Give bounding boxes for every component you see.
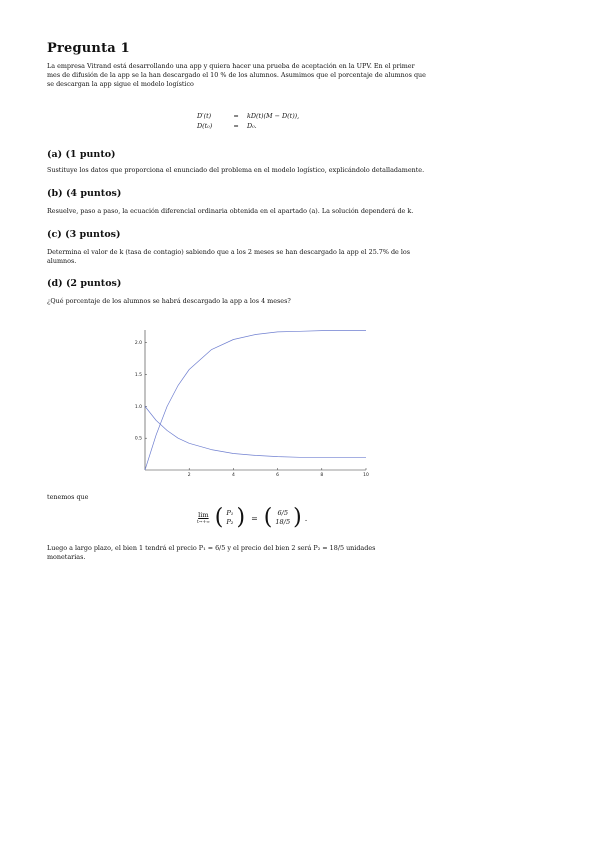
vector-entry: P₂	[226, 518, 234, 526]
x-tick-label: 2	[187, 473, 191, 478]
limit-label: lim	[198, 511, 209, 519]
y-tick-label: 0.5	[134, 436, 142, 442]
limit-expression	[197, 507, 307, 529]
equation-row	[197, 121, 299, 131]
section-line: ¿Qué porcentaje de los alumnos se habrá descargado la app a los 4 meses?	[47, 297, 291, 305]
plot-series	[145, 331, 366, 470]
equation-lhs: D′(t)	[197, 112, 212, 120]
intro-line: La empresa Vitrand está desarrollando una app y quiera hacer una prueba de aceptación en la UPV. En el primer	[47, 62, 415, 70]
page-title: Pregunta 1	[47, 41, 130, 56]
equation-op: =	[233, 112, 239, 120]
section-heading-a: (a) (1 punto)	[47, 149, 116, 160]
conclusion-paragraph	[47, 544, 459, 562]
series-line	[145, 331, 366, 470]
period: .	[304, 513, 308, 523]
section-line: alumnos.	[47, 257, 77, 265]
section-text-d	[47, 297, 459, 306]
conclusion-line: Luego a largo plazo, el bien 1 tendrá el precio P₁ = 6/5 y el precio del bien 2 será P₂ = 18/5 unidades	[47, 544, 376, 552]
series-line	[145, 406, 366, 457]
vector-entry: P₁	[226, 509, 234, 517]
tenemos-text: tenemos que	[47, 493, 89, 501]
equation-op: =	[233, 122, 239, 130]
left-paren: (	[263, 505, 273, 530]
conclusion-line: monetarias.	[47, 553, 86, 561]
equation-rhs: D₀.	[247, 122, 257, 130]
intro-line: mes de difusión de la app se la han descargado el 10 % de los alumnos. Asumimos que el porcentaje de alumnos que	[47, 71, 426, 79]
vector-entry: 18/5	[275, 518, 291, 526]
section-text-a	[47, 166, 459, 175]
right-paren: )	[236, 505, 246, 530]
section-heading-d: (d) (2 puntos)	[47, 278, 122, 289]
intro-line: se descargan la app sigue el modelo logístico	[47, 80, 194, 88]
section-text-c	[47, 248, 459, 266]
y-tick-label: 1.0	[134, 404, 142, 410]
x-tick-label: 10	[363, 473, 369, 478]
limit-subscript: t→+∞	[197, 520, 210, 525]
equation-rhs: kD(t)(M − D(t)),	[247, 112, 300, 120]
section-text-b	[47, 207, 459, 216]
section-line: Resuelve, paso a paso, la ecuación diferencial ordinaria obtenida en el apartado (a). La solución dependerá de k.	[47, 207, 414, 215]
section-line: Determina el valor de k (tasa de contagio) sabiendo que a los 2 meses se han descargado la app el 25.7% de los	[47, 248, 411, 256]
x-tick-label: 4	[231, 473, 235, 478]
limit-operator	[197, 511, 210, 525]
equation-lhs: D(t₀)	[197, 122, 213, 130]
vector-entry: 6/5	[277, 509, 289, 517]
limit-vector	[272, 509, 293, 527]
y-tick-label: 1.5	[134, 373, 142, 379]
equals-sign: =	[251, 513, 258, 523]
section-heading-c: (c) (3 puntos)	[47, 229, 121, 240]
plot-axes	[145, 330, 366, 470]
y-tick-label: 2.0	[134, 341, 142, 347]
section-heading-b: (b) (4 puntos)	[47, 188, 122, 199]
solution-plot	[125, 325, 375, 485]
price-vector	[223, 509, 236, 527]
section-line: Sustituye los datos que proporciona el enunciado del problema en el modelo logístico, explicándolo detalladamente.	[47, 166, 425, 174]
x-tick-label: 8	[320, 473, 324, 478]
equation-row	[197, 111, 299, 121]
x-tick-label: 6	[276, 473, 280, 478]
intro-paragraph	[47, 62, 459, 89]
left-paren: (	[214, 505, 224, 530]
right-paren: )	[293, 505, 302, 530]
logistic-equations	[197, 111, 299, 131]
